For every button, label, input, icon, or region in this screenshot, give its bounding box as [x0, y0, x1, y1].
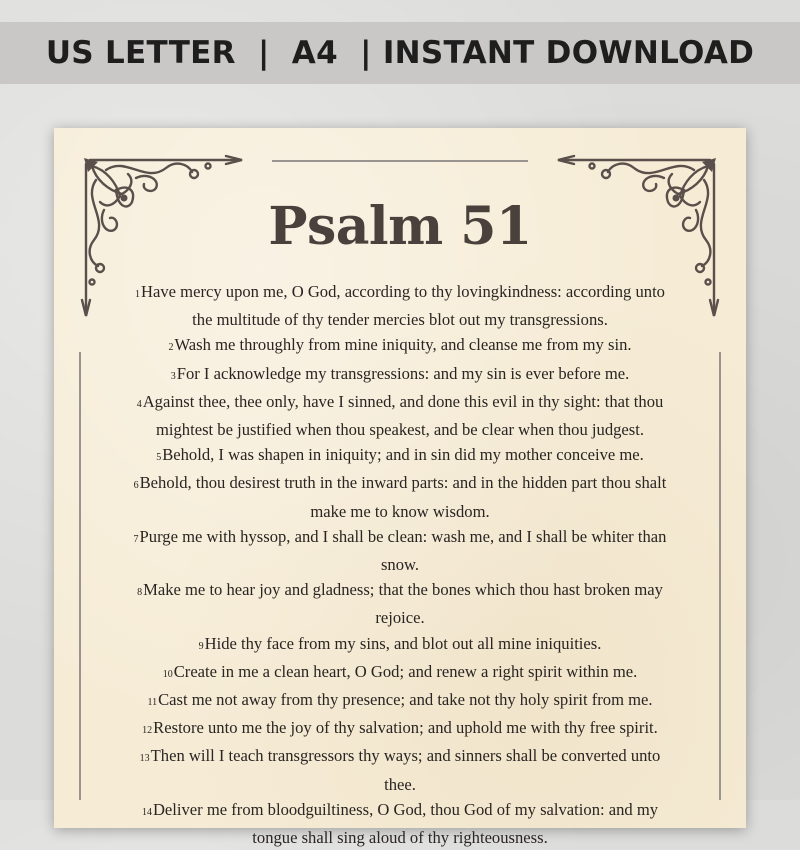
- verse-number: 10: [162, 668, 173, 680]
- top-banner: [0, 22, 800, 84]
- verse-number: 11: [147, 697, 158, 709]
- verse-number: 4: [136, 398, 142, 410]
- verse-list: [126, 279, 674, 850]
- verse-12: [126, 715, 674, 743]
- verse-text: Deliver me from bloodguiltiness, O God, thou God of my salvation: and my tongue shall sing aloud of thy righteousness.: [152, 799, 659, 848]
- verse-13: [126, 743, 674, 796]
- verse-text: Cast me not away from thy presence; and take not thy holy spirit from me.: [158, 690, 653, 710]
- verse-14: [126, 797, 674, 850]
- verse-number: 2: [168, 342, 174, 354]
- verse-number: 9: [198, 640, 204, 652]
- verse-text: Against thee, thee only, have I sinned, and done this evil in thy sight: that thou mightest be justified when thou speakest, and be clear when thou judgest.: [142, 391, 664, 440]
- verse-text: Behold, I was shapen in iniquity; and in sin did my mother conceive me.: [162, 445, 644, 465]
- right-border-line: [719, 352, 721, 800]
- verse-number: 3: [170, 370, 176, 382]
- verse-8: [126, 577, 674, 630]
- verse-1: [126, 279, 674, 332]
- verse-7: [126, 524, 674, 577]
- verse-text: Hide thy face from my sins, and blot out all mine iniquities.: [204, 633, 602, 653]
- verse-text: Purge me with hyssop, and I shall be clean: wash me, and I shall be whiter than snow.: [139, 526, 667, 575]
- verse-text: Create in me a clean heart, O God; and renew a right spirit within me.: [173, 661, 638, 681]
- verse-text: Behold, thou desirest truth in the inward parts: and in the hidden part thou shalt make me to know wisdom.: [139, 473, 667, 521]
- verse-5: [126, 442, 674, 470]
- verse-text: Restore unto me the joy of thy salvation; and uphold me with thy free spirit.: [153, 718, 658, 738]
- verse-number: 5: [156, 452, 162, 464]
- verse-number: 6: [133, 480, 139, 492]
- verse-4: [126, 389, 674, 442]
- verse-3: [126, 361, 674, 389]
- top-divider: [272, 160, 528, 162]
- banner-text: US LETTER | A4 | INSTANT DOWNLOAD: [45, 35, 755, 71]
- verse-number: 12: [142, 725, 153, 737]
- verse-text: Have mercy upon me, O God, according to thy lovingkindness: according unto the multitude of thy tender mercies blot out my transgressions.: [141, 282, 665, 330]
- verse-number: 7: [133, 533, 139, 545]
- verse-11: [126, 687, 674, 715]
- left-border-line: [79, 352, 81, 800]
- verse-text: Then will I teach transgressors thy ways; and sinners shall be converted unto thee.: [150, 746, 661, 794]
- verse-2: [126, 332, 674, 360]
- verse-number: 14: [141, 806, 152, 818]
- verse-9: [126, 631, 674, 659]
- verse-number: 13: [139, 753, 150, 765]
- verse-10: [126, 659, 674, 687]
- verse-number: 8: [137, 587, 143, 599]
- document-title: Psalm 51: [268, 196, 532, 257]
- verse-text: Wash me throughly from mine iniquity, and cleanse me from my sin.: [174, 335, 632, 355]
- verse-6: [126, 470, 674, 523]
- verse-text: Make me to hear joy and gladness; that the bones which thou hast broken may rejoice.: [143, 580, 663, 628]
- verse-number: 1: [135, 289, 141, 300]
- verse-text: For I acknowledge my transgressions: and my sin is ever before me.: [176, 363, 630, 383]
